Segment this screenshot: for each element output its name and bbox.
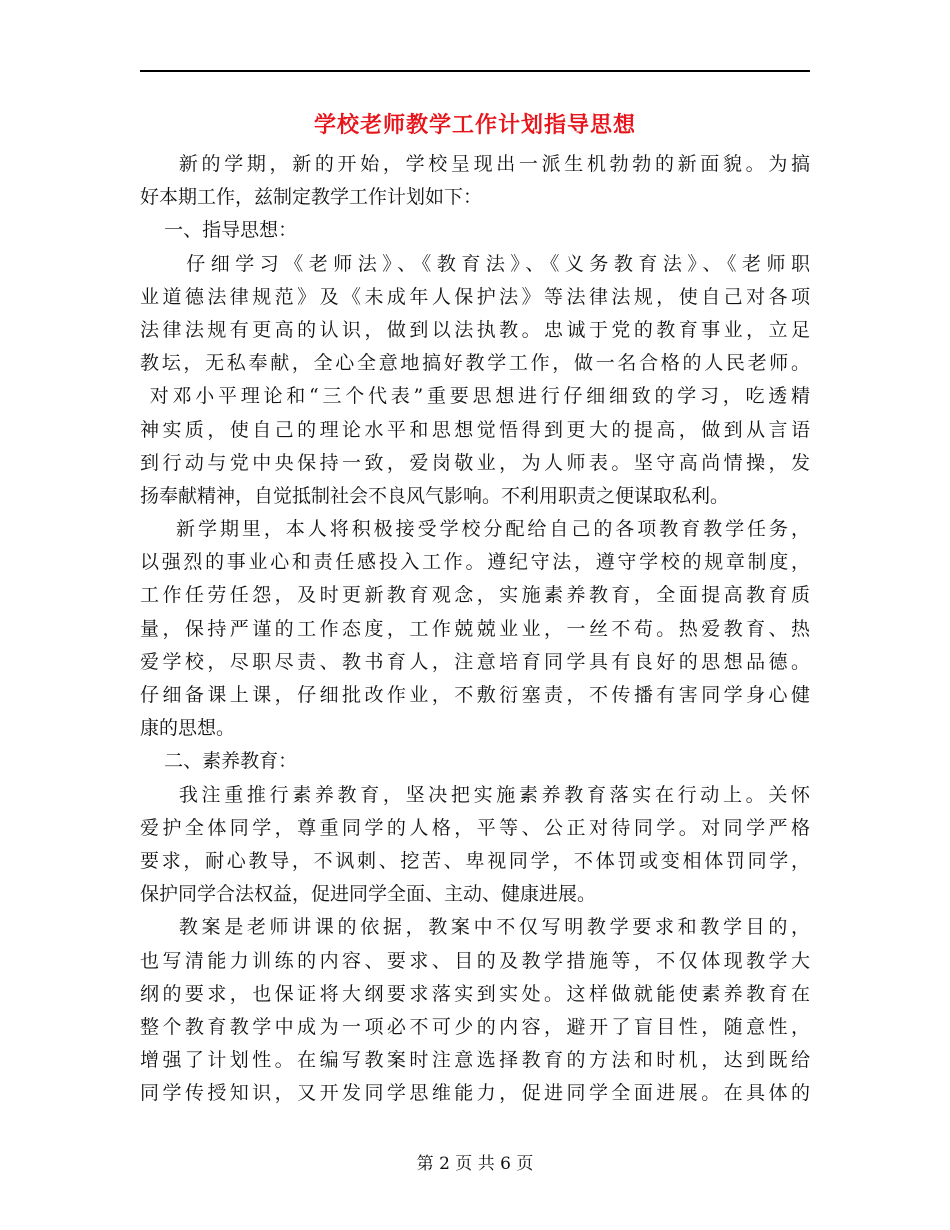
body-line: 增强了计划性。在编写教案时注意选择教育的方法和时机，达到既给 <box>140 1049 810 1072</box>
body-line: 爱学校，尽职尽责、教书育人，注意培育同学具有良好的思想品德。 <box>140 650 810 673</box>
body-line: 保护同学合法权益，促进同学全面、主动、健康进展。 <box>140 883 597 906</box>
body-line: 也写清能力训练的内容、要求、目的及教学措施等，不仅体现教学大 <box>140 949 810 972</box>
body-line: 新学期里，本人将积极接受学校分配给自己的各项教育教学任务， <box>140 518 810 541</box>
body-line: 到行动与党中央保持一致，爱岗敬业，为人师表。坚守高尚情操，发 <box>140 451 810 474</box>
body-line: 我注重推行素养教育，坚决把实施素养教育落实在行动上。关怀 <box>140 783 810 806</box>
body-line: 以强烈的事业心和责任感投入工作。遵纪守法，遵守学校的规章制度， <box>140 551 810 574</box>
body-line: 同学传授知识，又开发同学思维能力，促进同学全面进展。在具体的 <box>140 1082 810 1105</box>
body-line: 要求，耐心教导，不讽刺、挖苦、卑视同学，不体罚或变相体罚同学， <box>140 849 810 872</box>
body-line: 二、素养教育： <box>140 750 298 773</box>
body-line: 扬奉献精神，自觉抵制社会不良风气影响。不利用职责之便谋取私利。 <box>140 484 730 507</box>
body-line: 法律法规有更高的认识，做到以法执教。忠诚于党的教育事业，立足 <box>140 318 810 341</box>
body-line: 对邓小平理论和“三个代表”重要思想进行仔细细致的学习，吃透精 <box>140 385 810 408</box>
body-line: 工作任劳任怨，及时更新教育观念，实施素养教育，全面提高教育质 <box>140 584 810 607</box>
document-title: 学校老师教学工作计划指导思想 <box>313 112 636 138</box>
body-line: 业道德法律规范》及《未成年人保护法》等法律法规，使自己对各项 <box>140 285 810 308</box>
body-line: 教案是老师讲课的依据，教案中不仅写明教学要求和教学目的， <box>140 916 810 939</box>
body-line: 康的思想。 <box>140 717 236 740</box>
body-line: 仔细备课上课，仔细批改作业，不敷衍塞责，不传播有害同学身心健 <box>140 684 810 706</box>
body-line: 量，保持严谨的工作态度，工作兢兢业业，一丝不苟。热爱教育、热 <box>140 617 810 640</box>
document-body <box>140 148 810 1110</box>
body-line: 新的学期，新的开始，学校呈现出一派生机勃勃的新面貌。为搞 <box>140 153 810 175</box>
body-line: 仔细学习《老师法》、《教育法》、《义务教育法》、《老师职 <box>140 252 810 275</box>
body-line: 整个教育教学中成为一项必不可少的内容，避开了盲目性，随意性， <box>140 1015 810 1038</box>
body-line: 爱护全体同学，尊重同学的人格，平等、公正对待同学。对同学严格 <box>140 816 810 839</box>
header-rule <box>140 70 810 72</box>
body-line: 一、指导思想： <box>140 219 298 242</box>
body-line: 神实质，使自己的理论水平和思想觉悟得到更大的提高，做到从言语 <box>140 418 810 441</box>
body-line: 好本期工作，兹制定教学工作计划如下： <box>140 186 483 209</box>
body-line: 教坛，无私奉献，全心全意地搞好教学工作，做一名合格的人民老师。 <box>140 352 810 375</box>
body-line: 纲的要求，也保证将大纲要求落实到实处。这样做就能使素养教育在 <box>140 982 810 1005</box>
page-number: 第 2 页 共 6 页 <box>416 1154 534 1174</box>
